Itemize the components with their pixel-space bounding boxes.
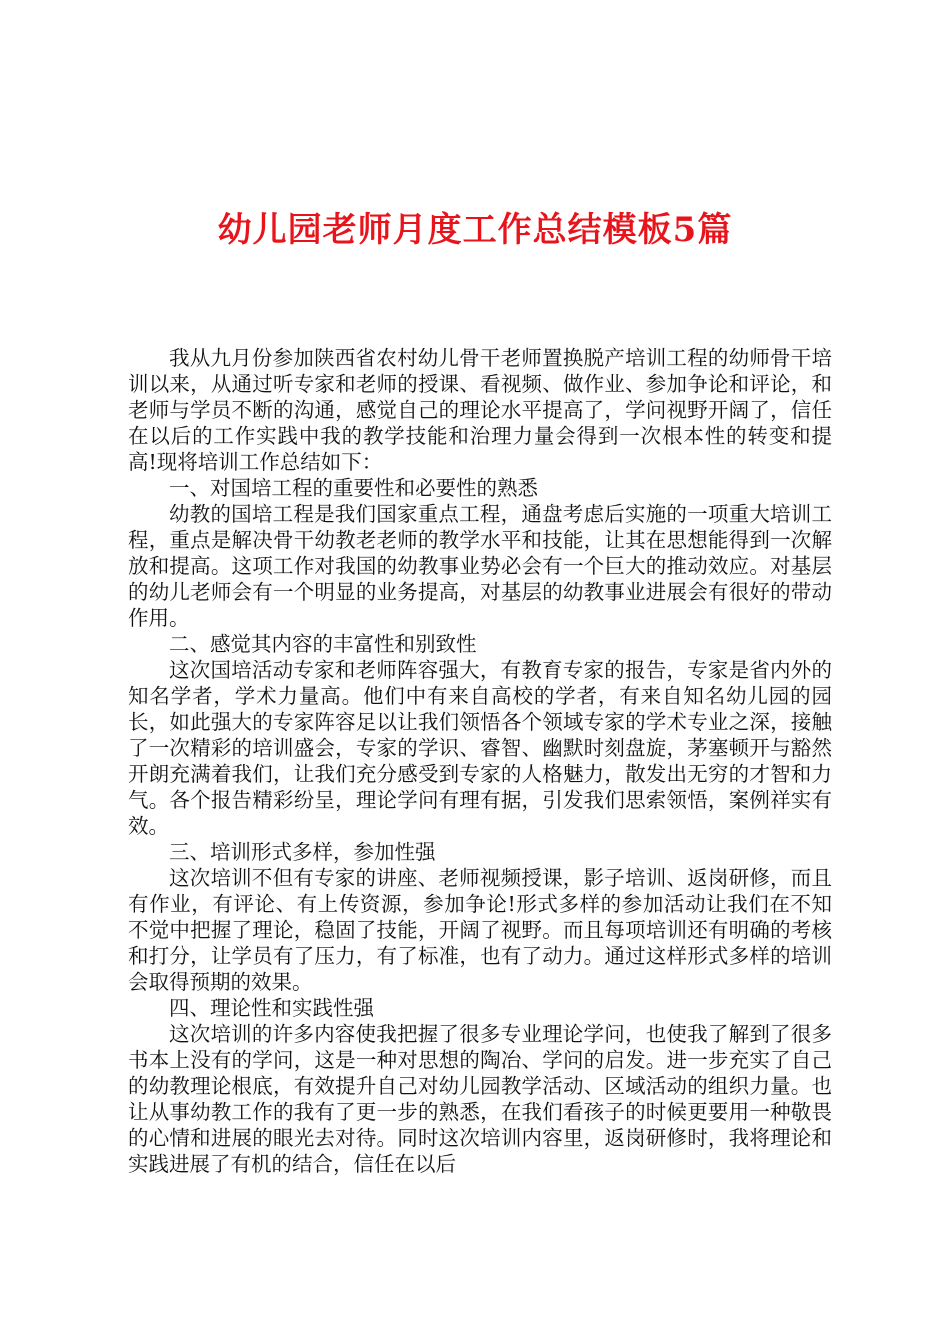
- body-paragraph: 这次国培活动专家和老师阵容强大，有教育专家的报告，专家是省内外的知名学者，学术力量高。他们中有来自高校的学者，有来自知名幼儿园的园长，如此强大的专家阵容足以让我们领悟各个领域专家的学术专业之深，接触了一次精彩的培训盛会，专家的学识、睿智、幽默时刻盘旋，茅塞顿开与豁然开朗充满着我们，让我们充分感受到专家的人格魅力，散发出无穷的才智和力气。各个报告精彩纷呈，理论学问有理有据，引发我们思索领悟，案例祥实有效。: [128, 658, 832, 838]
- body-paragraph: 这次培训的许多内容使我把握了很多专业理论学问，也使我了解到了很多书本上没有的学问，这是一种对思想的陶冶、学问的启发。进一步充实了自己的幼教理论根底，有效提升自己对幼儿园教学活动、区域活动的组织力量。也让从事幼教工作的我有了更一步的熟悉，在我们看孩子的时候更要用一种敬畏的心情和进展的眼光去对待。同时这次培训内容里，返岗研修时，我将理论和实践进展了有机的结合，信任在以后: [128, 1022, 832, 1176]
- document-body: [128, 345, 832, 1177]
- section-heading: 四、理论性和实践性强: [169, 996, 374, 1020]
- section-heading: 二、感觉其内容的丰富性和别致性: [169, 632, 477, 656]
- body-paragraph: 我从九月份参加陕西省农村幼儿骨干老师置换脱产培训工程的幼师骨干培训以来，从通过听专家和老师的授课、看视频、做作业、参加争论和评论，和老师与学员不断的沟通，感觉自己的理论水平提高了，学问视野开阔了，信任在以后的工作实践中我的教学技能和治理力量会得到一次根本性的转变和提高!现将培训工作总结如下：: [128, 346, 832, 474]
- body-paragraph: 幼教的国培工程是我们国家重点工程，通盘考虑后实施的一项重大培训工程，重点是解决骨干幼教老老师的教学水平和技能，让其在思想能得到一次解放和提高。这项工作对我国的幼教事业势必会有一个巨大的推动效应。对基层的幼儿老师会有一个明显的业务提高，对基层的幼教事业进展会有很好的带动作用。: [128, 502, 832, 630]
- section-heading: 一、对国培工程的重要性和必要性的熟悉: [169, 476, 538, 500]
- body-paragraph: 这次培训不但有专家的讲座、老师视频授课，影子培训、返岗研修，而且有作业，有评论、有上传资源，参加争论!形式多样的参加活动让我们在不知不觉中把握了理论，稳固了技能，开阔了视野。而且每项培训还有明确的考核和打分，让学员有了压力，有了标准，也有了动力。通过这样形式多样的培训会取得预期的效果。: [128, 866, 832, 994]
- document-title: 幼儿园老师月度工作总结模板5篇: [217, 210, 733, 250]
- section-heading: 三、培训形式多样，参加性强: [169, 840, 436, 864]
